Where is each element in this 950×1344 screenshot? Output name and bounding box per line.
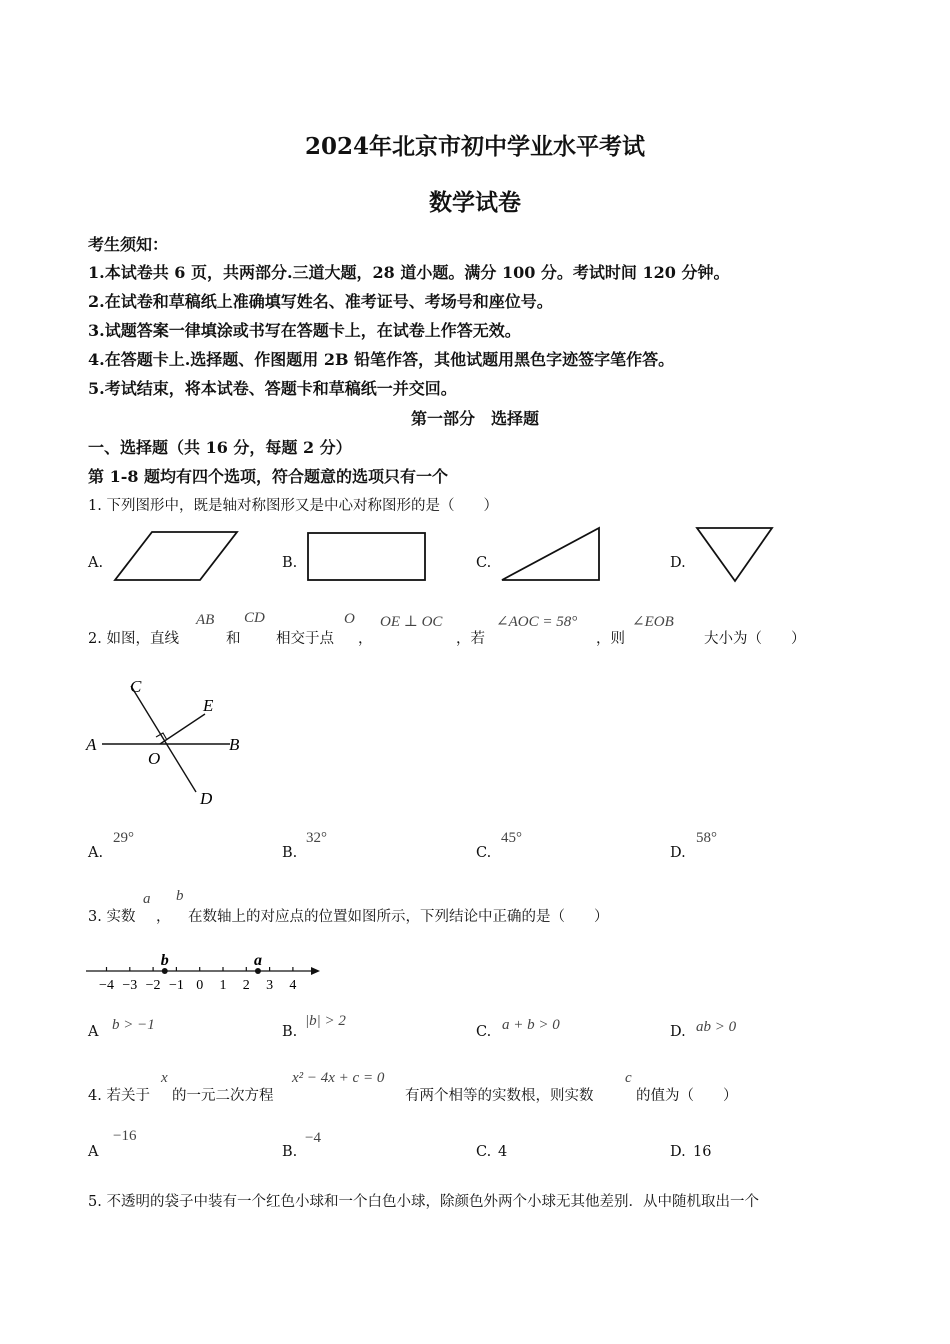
q4-option-a-label: A [88, 1144, 99, 1160]
q2-stem-part: 相交于点 [276, 631, 334, 647]
figure-label-b: B [229, 735, 240, 754]
notice-item: 1.本试卷共 6 页，共两部分.三道大题，28 道小题。满分 100 分。考试时间 120 分钟。 [88, 263, 730, 282]
q1-option-d-label: D. [670, 555, 686, 571]
rectangle-icon [306, 531, 428, 583]
q4-option-d-label: D. [670, 1144, 686, 1160]
q3-option-d-label: D. [670, 1024, 686, 1040]
notice-item: 3.试题答案一律填涂或书写在答题卡上，在试卷上作答无效。 [88, 321, 521, 340]
q4-option-b-label: B. [282, 1144, 298, 1160]
q3-option-a-label: A [88, 1024, 99, 1040]
number-line-point-label: a [253, 952, 262, 969]
q2-stem-part: ，则 [596, 631, 625, 647]
page-title: 2024年北京市初中学业水平考试 [304, 133, 645, 160]
number-line-tick-label: 3 [266, 978, 274, 993]
q4-option-d-value: 16 [693, 1144, 712, 1160]
q3-number-line [84, 946, 324, 996]
q4-math: x² − 4x + c = 0 [292, 1070, 385, 1086]
q5-stem: 5. 不透明的袋子中装有一个红色小球和一个白色小球，除颜色外两个小球无其他差别．从中随机取出一个 [88, 1194, 759, 1210]
q4-math: c [625, 1070, 632, 1086]
q2-option-a-value: 29° [113, 830, 134, 846]
q3-option-c-label: C. [476, 1024, 492, 1040]
q3-option-b-value: |b| > 2 [305, 1013, 346, 1029]
q4-stem-part: 有两个相等的实数根，则实数 [405, 1088, 594, 1104]
parallelogram-icon [112, 530, 240, 584]
q4-math: x [161, 1070, 168, 1086]
figure-label-c: C [130, 677, 142, 696]
q2-option-d-label: D. [670, 845, 686, 861]
number-line-tick-label: −4 [99, 978, 114, 993]
q3-stem-part: 在数轴上的对应点的位置如图所示，下列结论中正确的是（ ） [188, 909, 609, 925]
q3-option-b-label: B. [282, 1024, 298, 1040]
q4-option-c-label: C. [476, 1144, 492, 1160]
q3-stem-part: ， [156, 909, 171, 925]
q2-math: AB [196, 612, 215, 628]
number-line-tick-label: 2 [242, 978, 250, 993]
q2-option-c-label: C. [476, 845, 492, 861]
q2-stem-part: ， [358, 631, 373, 647]
page-subtitle: 数学试卷 [429, 189, 521, 216]
q2-option-b-label: B. [282, 845, 298, 861]
q3-math: a [143, 891, 151, 907]
q2-option-b-value: 32° [306, 830, 327, 846]
number-line-tick-label: 0 [196, 978, 204, 993]
q3-option-c-value: a + b > 0 [502, 1017, 560, 1033]
q1-option-a-label: A. [88, 555, 104, 571]
part-title: 第一部分 选择题 [410, 409, 539, 428]
q4-option-c-value: 4 [498, 1144, 508, 1160]
q2-stem-part: 和 [226, 631, 241, 647]
notice-item: 5.考试结束，将本试卷、答题卡和草稿纸一并交回。 [88, 379, 457, 398]
figure-label-d: D [200, 789, 213, 808]
q2-math: ∠AOC = 58° [496, 614, 578, 630]
q2-option-a-label: A. [88, 845, 104, 861]
q2-math: O [344, 611, 355, 627]
section-instruction: 第 1-8 题均有四个选项，符合题意的选项只有一个 [88, 467, 449, 486]
number-line-tick-label: 1 [219, 978, 227, 993]
number-line-point-label: b [160, 952, 169, 969]
inverted-triangle-icon [695, 526, 775, 584]
q4-stem-part: 4. 若关于 [88, 1088, 150, 1104]
q3-math: b [176, 888, 184, 904]
q2-math: ∠EOB [632, 614, 674, 630]
section-heading: 一、选择题（共 16 分，每题 2 分） [88, 438, 352, 457]
number-line-tick-label: −2 [145, 978, 161, 993]
notice-item: 4.在答题卡上.选择题、作图题用 2B 铅笔作答，其他试题用黑色字迹签字笔作答。 [88, 350, 675, 369]
q3-option-d-value: ab > 0 [696, 1019, 737, 1035]
figure-label-a: A [86, 735, 97, 754]
q2-math: CD [244, 610, 265, 626]
notice-heading: 考生须知： [88, 235, 169, 254]
q1-option-b-label: B. [282, 555, 298, 571]
q1-stem: 1. 下列图形中，既是轴对称图形又是中心对称图形的是（ ） [88, 498, 498, 514]
q2-geometry-figure [84, 672, 254, 812]
q3-option-a-value: b > −1 [112, 1017, 155, 1033]
q2-math: OE ⊥ OC [380, 614, 443, 630]
notice-item: 2.在试卷和草稿纸上准确填写姓名、准考证号、考场号和座位号。 [88, 292, 553, 311]
number-line-tick-label: −3 [122, 978, 138, 993]
q2-stem-part: 大小为（ ） [704, 631, 806, 647]
q2-stem-part: 2. 如图，直线 [88, 631, 179, 647]
figure-label-o: O [148, 749, 161, 768]
q1-option-c-label: C. [476, 555, 492, 571]
q4-option-a-value: −16 [113, 1128, 137, 1144]
number-line-tick-label: −1 [168, 978, 184, 993]
q4-stem-part: 的一元二次方程 [172, 1088, 274, 1104]
figure-label-e: E [203, 696, 214, 715]
q3-stem-part: 3. 实数 [88, 909, 136, 925]
q4-option-b-value: −4 [305, 1130, 321, 1146]
q2-option-d-value: 58° [696, 830, 717, 846]
q2-option-c-value: 45° [501, 830, 522, 846]
right-triangle-icon [500, 526, 602, 584]
q2-stem-part: ，若 [456, 631, 485, 647]
q4-stem-part: 的值为（ ） [636, 1088, 738, 1104]
number-line-tick-label: 4 [289, 978, 297, 993]
